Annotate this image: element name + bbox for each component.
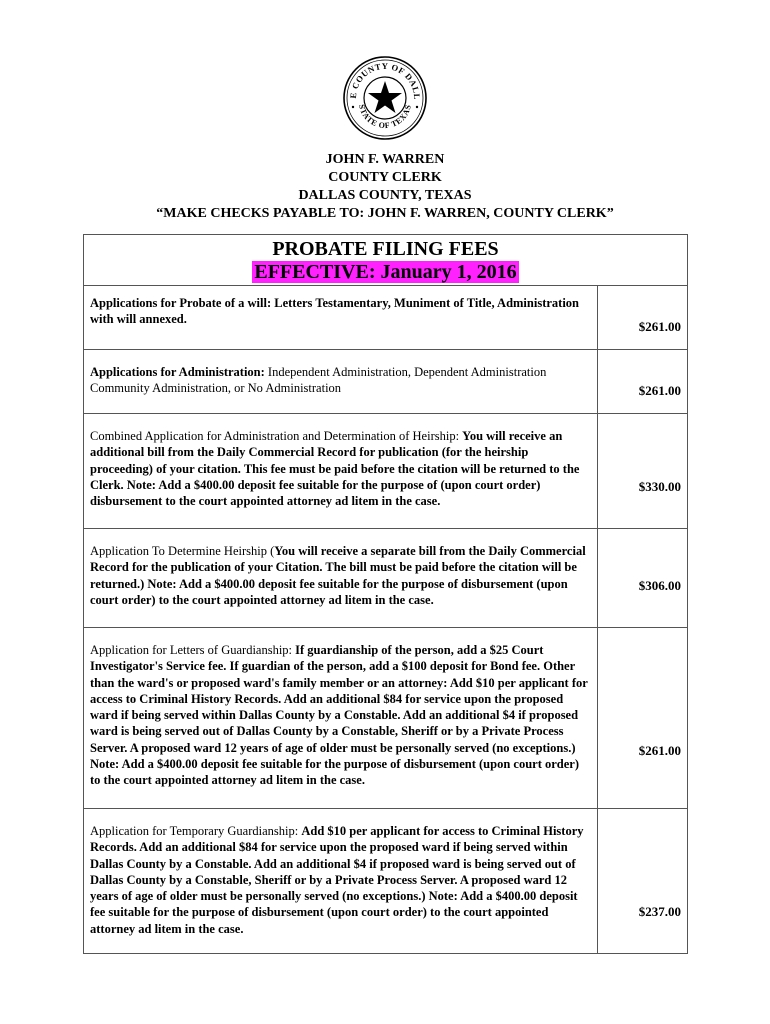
fee-description xyxy=(84,628,598,808)
fee-description-bold: You will receive an additional bill from the Daily Commercial Record for publication (for the heirship proceeding) of your citation. This fee must be paid before the citation will be returned to the Clerk. Note: Add a $400.00 deposit fee suitable for the purpose of (upon court order) disbursement to the court appointed attorney ad litem in the case. xyxy=(90,429,580,509)
effective-date-highlight: EFFECTIVE: January 1, 2016 xyxy=(254,261,517,283)
svg-text:THE COUNTY OF DALLAS: E COUNTY OF DALL xyxy=(347,61,423,101)
fee-description-bold: Applications for Probate of a will: Letters Testamentary, Muniment of Title, Administration with will annexed. xyxy=(90,296,579,327)
fee-description-bold: If guardianship of the person, add a $25 Court Investigator's Service fee. If guardian of the person, add a $100 deposit for Bond fee. Other than the ward's or proposed ward's family member or an attorney: Add $10 per applicant for access to Criminal History Records. Add an additional $84 for service upon the proposed ward if being served within Dallas County by a Constable. Add an additional $4 if proposed ward is being served out of Dallas County by a Constable, Sheriff or by a Private Process Server. A proposed ward 12 years of age of older must be personally served (no exceptions.) Note: Add a $400.00 deposit fee suitable for the purpose of disbursement (upon court order) to the court appointed attorney ad litem in the case. xyxy=(90,643,588,788)
fee-description-bold: Add $10 per applicant for access to Criminal History Records. Add an additional $84 for service upon the proposed ward if being served within Dallas County by a Constable. Add an additional $4 if proposed ward is being served out of Dallas County by a Constable, Sheriff or by a Private Process Server. A proposed ward 12 years of age of older must be personally served (no exceptions.) Note: Add a $400.00 deposit fee suitable for the purpose of disbursement (upon court order) to the court appointed attorney ad litem in the case. xyxy=(90,824,584,936)
fee-row xyxy=(84,528,687,627)
fee-description-plain: Application for Temporary Guardianship: xyxy=(90,824,302,838)
fee-amount xyxy=(598,809,687,953)
fee-table xyxy=(83,234,688,954)
fee-description xyxy=(84,286,598,349)
fee-amount xyxy=(598,414,687,528)
fee-description-bold: Applications for Administration: xyxy=(90,365,265,379)
svg-text:STATE OF TEXAS: STATE OF TEXAS xyxy=(357,103,413,131)
fee-table-title-box xyxy=(84,235,687,286)
payable-note: “MAKE CHECKS PAYABLE TO: JOHN F. WARREN, COUNTY CLERK” xyxy=(156,206,614,221)
fee-description-plain: Independent Administration, Dependent Administration Community Administration, or No Administration xyxy=(90,365,547,396)
fee-amount-value: $306.00 xyxy=(638,578,681,593)
fee-amount xyxy=(598,628,687,808)
fee-description xyxy=(84,529,598,627)
fee-row xyxy=(84,349,687,413)
county-name: DALLAS COUNTY, TEXAS xyxy=(298,188,472,203)
fee-amount xyxy=(598,350,687,413)
fee-row xyxy=(84,413,687,528)
fee-description-plain: Combined Application for Administration and Determination of Heirship: xyxy=(90,429,463,443)
fee-row xyxy=(84,808,687,953)
clerk-title: COUNTY CLERK xyxy=(328,170,442,185)
fee-table-title: PROBATE FILING FEES xyxy=(272,238,499,260)
fee-amount-value: $237.00 xyxy=(638,904,681,919)
fee-description-plain: Application for Letters of Guardianship: xyxy=(90,643,296,657)
fee-description-plain: Application To Determine Heirship ( xyxy=(90,544,275,558)
fee-row xyxy=(84,286,687,349)
county-seal-logo xyxy=(342,55,428,141)
fee-amount-value: $261.00 xyxy=(638,383,681,398)
fee-row xyxy=(84,627,687,808)
fee-amount xyxy=(598,286,687,349)
fee-description-bold: You will receive a separate bill from the Daily Commercial Record for the publication of your Citation. The bill must be paid before the citation will be returned.) Note: Add a $400.00 deposit fee suitable for the purpose of disbursement (upon court order) to the court appointed attorney ad litem in the case. xyxy=(90,544,586,607)
fee-description xyxy=(84,350,598,413)
clerk-name: JOHN F. WARREN xyxy=(325,152,445,167)
clerk-header xyxy=(0,151,770,223)
fee-description xyxy=(84,414,598,528)
fee-amount xyxy=(598,529,687,627)
fee-amount-value: $261.00 xyxy=(638,319,681,334)
fee-amount-value: $261.00 xyxy=(638,743,681,758)
fee-description xyxy=(84,809,598,953)
fee-amount-value: $330.00 xyxy=(638,479,681,494)
